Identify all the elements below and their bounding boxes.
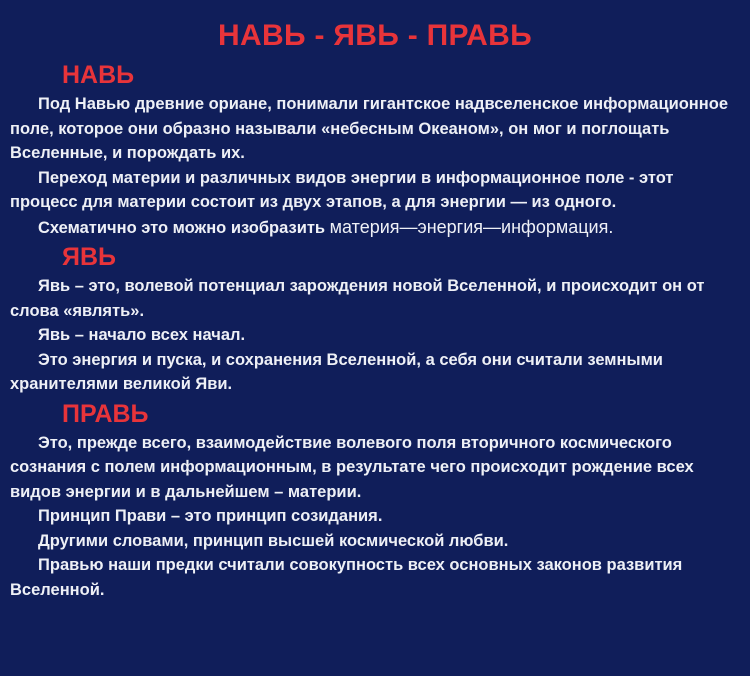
schema-prefix: Схематично это можно изобразить [38,218,330,237]
paragraph-yav-1: Явь – это, волевой потенциал зарождения новой Вселенной, и происходит он от слова «являть». [10,277,705,320]
section-heading-yav: ЯВЬ [62,243,116,271]
paragraph-prav-4: Правью наши предки считали совокупность всех основных законов развития Вселенной. [10,556,683,599]
section-heading-prav: ПРАВЬ [62,399,149,428]
paragraph-nav-1: Под Навью древние ориане, понимали гигантское надвселенское информационное поле, которое они образно называли «небесным Океаном», он мог и поглощать Вселенные, и порождать их. [10,95,728,162]
section-heading-nav: НАВЬ [62,61,135,89]
paragraph-prav-3: Другими словами, принцип высшей космической любви. [38,531,509,550]
paragraph-prav-1: Это, прежде всего, взаимодействие волевого поля вторичного космического сознания с полем информационным, в результате чего происходит рождение всех видов энергии и в дальнейшем – материи. [10,433,694,501]
paragraph-nav-2: Переход материи и различных видов энергии в информационное поле - этот процесс для материи состоит из двух этапов, а для энергии — из одного. [10,168,674,211]
schema-formula: материя—энергия—информация. [329,216,614,237]
paragraph-prav-2: Принцип Прави – это принцип созидания. [38,507,383,525]
page-title: НАВЬ - ЯВЬ - ПРАВЬ [218,19,532,52]
paragraph-yav-3: Это энергия и пуска, и сохранения Вселенной, а себя они считали земными хранителями великой Яви. [10,350,663,393]
paragraph-nav-schema [10,215,740,241]
paragraph-yav-2: Явь – начало всех начал. [38,326,246,344]
